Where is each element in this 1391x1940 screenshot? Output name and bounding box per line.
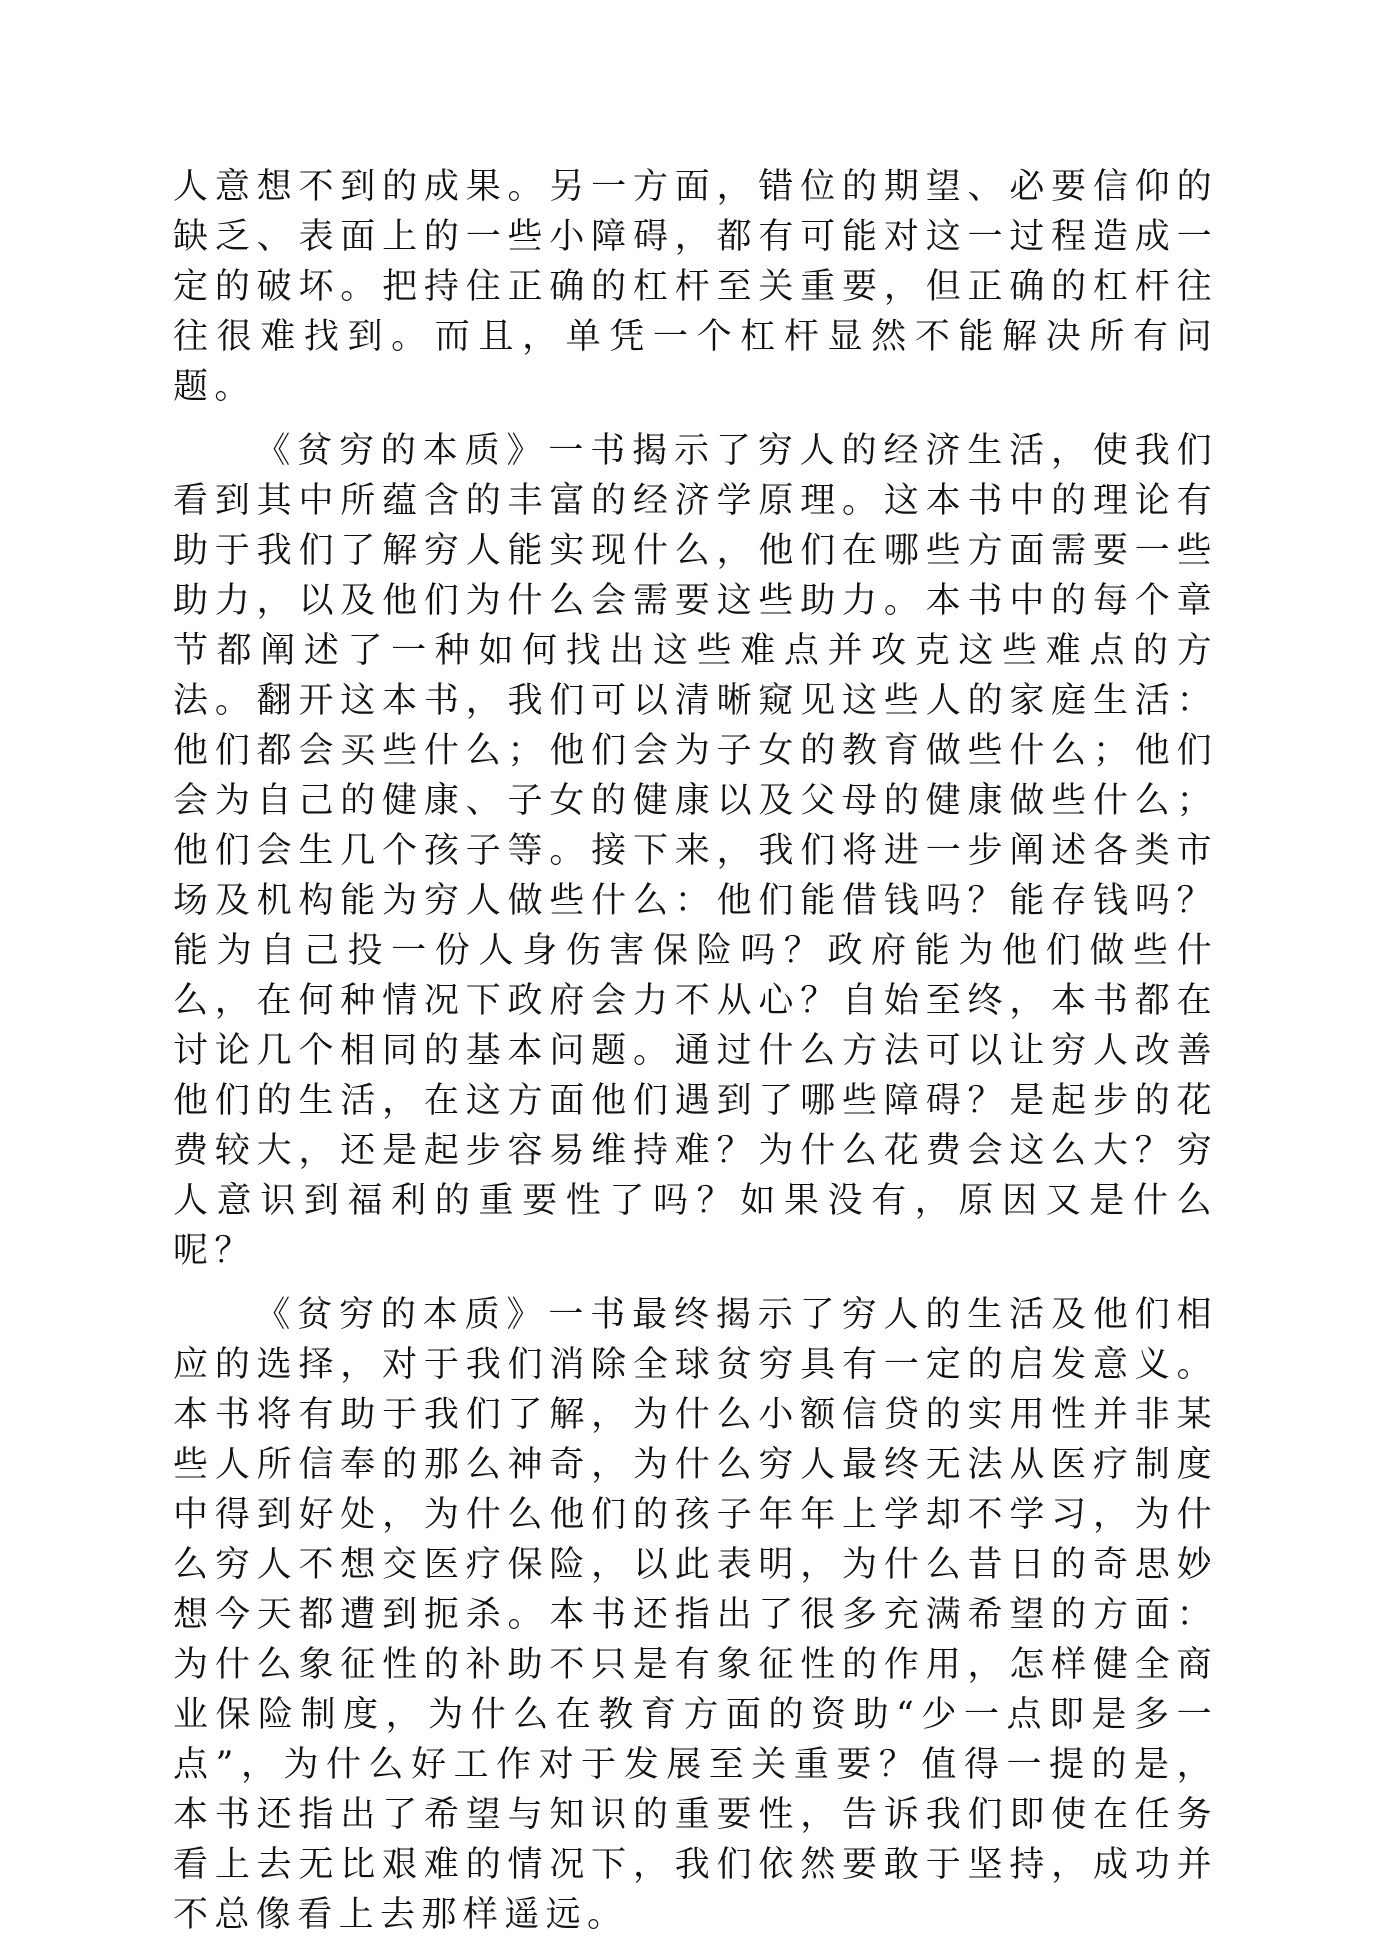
paragraph-book-conclusion: 《贫穷的本质》一书最终揭示了穷人的生活及他们相应的选择，对于我们消除全球贫穷具有一定的启发意义。本书将有助于我们了解，为什么小额信贷的实用性并非某些人所信奉的那么神奇，为什么穷人最终无法从医疗制度中得到好处，为什么他们的孩子年年上学却不学习，为什么穷人不想交医疗保险，以此表明，为什么昔日的奇思妙想今天都遭到扼杀。本书还指出了很多充满希望的方面：为什么象征性的补助不只是有象征性的作用，怎样健全商业保险制度，为什么在教育方面的资助“少一点即是多一点”，为什么好工作对于发展至关重要？值得一提的是，本书还指出了希望与知识的重要性，告诉我们即使在任务看上去无比艰难的情况下，我们依然要敢于坚持，成功并不总像看上去那样遥远。 [173, 1295, 1218, 1935]
body-text [173, 162, 1218, 1940]
paragraph-continued: 人意想不到的成果。另一方面，错位的期望、必要信仰的缺乏、表面上的一些小障碍，都有可能对这一过程造成一定的破坏。把持住正确的杠杆至关重要，但正确的杠杆往往很难找到。而且，单凭一个杠杆显然不能解决所有问题。 [173, 167, 1218, 407]
paragraph-book-economic-life: 《贫穷的本质》一书揭示了穷人的经济生活，使我们看到其中所蕴含的丰富的经济学原理。这本书中的理论有助于我们了解穷人能实现什么，他们在哪些方面需要一些助力，以及他们为什么会需要这些助力。本书中的每个章节都阐述了一种如何找出这些难点并攻克这些难点的方法。翻开这本书，我们可以清晰窥见这些人的家庭生活：他们都会买些什么；他们会为子女的教育做些什么；他们会为自己的健康、子女的健康以及父母的健康做些什么；他们会生几个孩子等。接下来，我们将进一步阐述各类市场及机构能为穷人做些什么：他们能借钱吗？能存钱吗？能为自己投一份人身伤害保险吗？政府能为他们做些什么，在何种情况下政府会力不从心？自始至终，本书都在讨论几个相同的基本问题。通过什么方法可以让穷人改善他们的生活，在这方面他们遇到了哪些障碍？是起步的花费较大，还是起步容易维持难？为什么花费会这么大？穷人意识到福利的重要性了吗？如果没有，原因又是什么呢？ [173, 431, 1218, 1271]
